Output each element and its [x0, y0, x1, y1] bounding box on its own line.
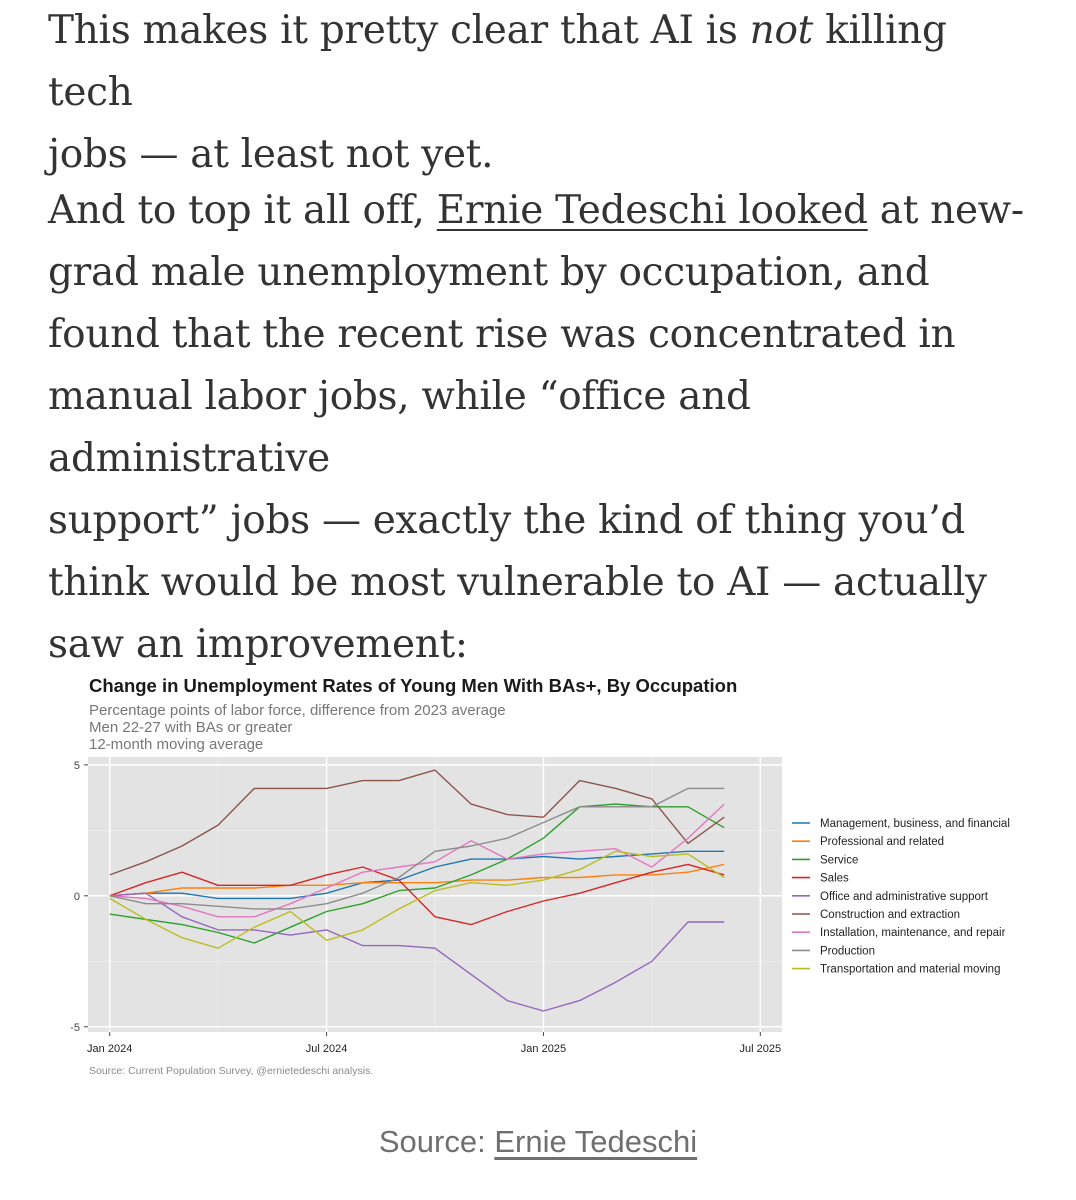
legend-label: Service	[820, 854, 859, 867]
p2-line2: grad male unemployment by occupation, and	[48, 250, 930, 295]
legend-label: Management, business, and financial	[820, 818, 1010, 830]
chart-source: Source: Current Population Survey, @ernietedeschi analysis.	[89, 1065, 374, 1077]
p2-line4: manual labor jobs, while “office and administrative	[48, 374, 751, 481]
chart-subtitle-3: 12-month moving average	[89, 736, 264, 753]
chart-figure[interactable]	[48, 650, 1038, 1090]
caption-source-link[interactable]: Ernie Tedeschi	[494, 1124, 698, 1159]
legend-label: Professional and related	[820, 836, 945, 849]
chart-title: Change in Unemployment Rates of Young Men With BAs+, By Occupation	[89, 675, 738, 696]
p1-text-a: This makes it pretty clear that AI is	[48, 8, 750, 53]
legend-label: Installation, maintenance, and repair	[820, 927, 1006, 940]
chart-legend	[792, 818, 1010, 976]
p1-emphasis: not	[749, 8, 814, 53]
p1-text-b: killing tech	[48, 8, 947, 115]
x-tick-label: Jan 2025	[520, 1043, 567, 1055]
y-tick-label: 0	[73, 890, 80, 903]
x-tick-label: Jul 2024	[305, 1043, 348, 1055]
legend-label: Sales	[820, 872, 849, 885]
tedeschi-analysis-link[interactable]: Ernie Tedeschi looked	[436, 188, 868, 233]
paragraph-tedeschi	[48, 180, 1038, 676]
p2-line7: saw an improvement:	[48, 622, 468, 667]
legend-label: Production	[820, 945, 875, 958]
chart-subtitle-1: Percentage points of labor force, difference from 2023 average	[89, 702, 506, 719]
x-tick-label: Jul 2025	[739, 1043, 782, 1055]
unemployment-chart	[48, 650, 1038, 1090]
chart-subtitle-2: Men 22-27 with BAs or greater	[89, 719, 293, 736]
p2-line1-b: at new-	[867, 188, 1024, 233]
y-tick-label: 5	[73, 759, 80, 772]
legend-label: Office and administrative support	[820, 890, 988, 903]
paragraph-conclusion	[48, 0, 1038, 186]
p2-line6: think would be most vulnerable to AI — actually	[48, 560, 987, 605]
p2-line5: support” jobs — exactly the kind of thing you’d	[48, 498, 966, 543]
p2-line1-a: And to top it all off,	[48, 188, 437, 233]
p2-line3: found that the recent rise was concentrated in	[48, 312, 956, 357]
legend-label: Transportation and material moving	[820, 963, 1001, 976]
y-tick-label: -5	[70, 1021, 80, 1034]
caption-prefix: Source:	[378, 1124, 495, 1159]
figure-caption	[0, 1124, 1076, 1160]
x-tick-label: Jan 2024	[87, 1043, 133, 1055]
p1-line2: jobs — at least not yet.	[48, 132, 494, 177]
legend-label: Construction and extraction	[820, 909, 960, 921]
